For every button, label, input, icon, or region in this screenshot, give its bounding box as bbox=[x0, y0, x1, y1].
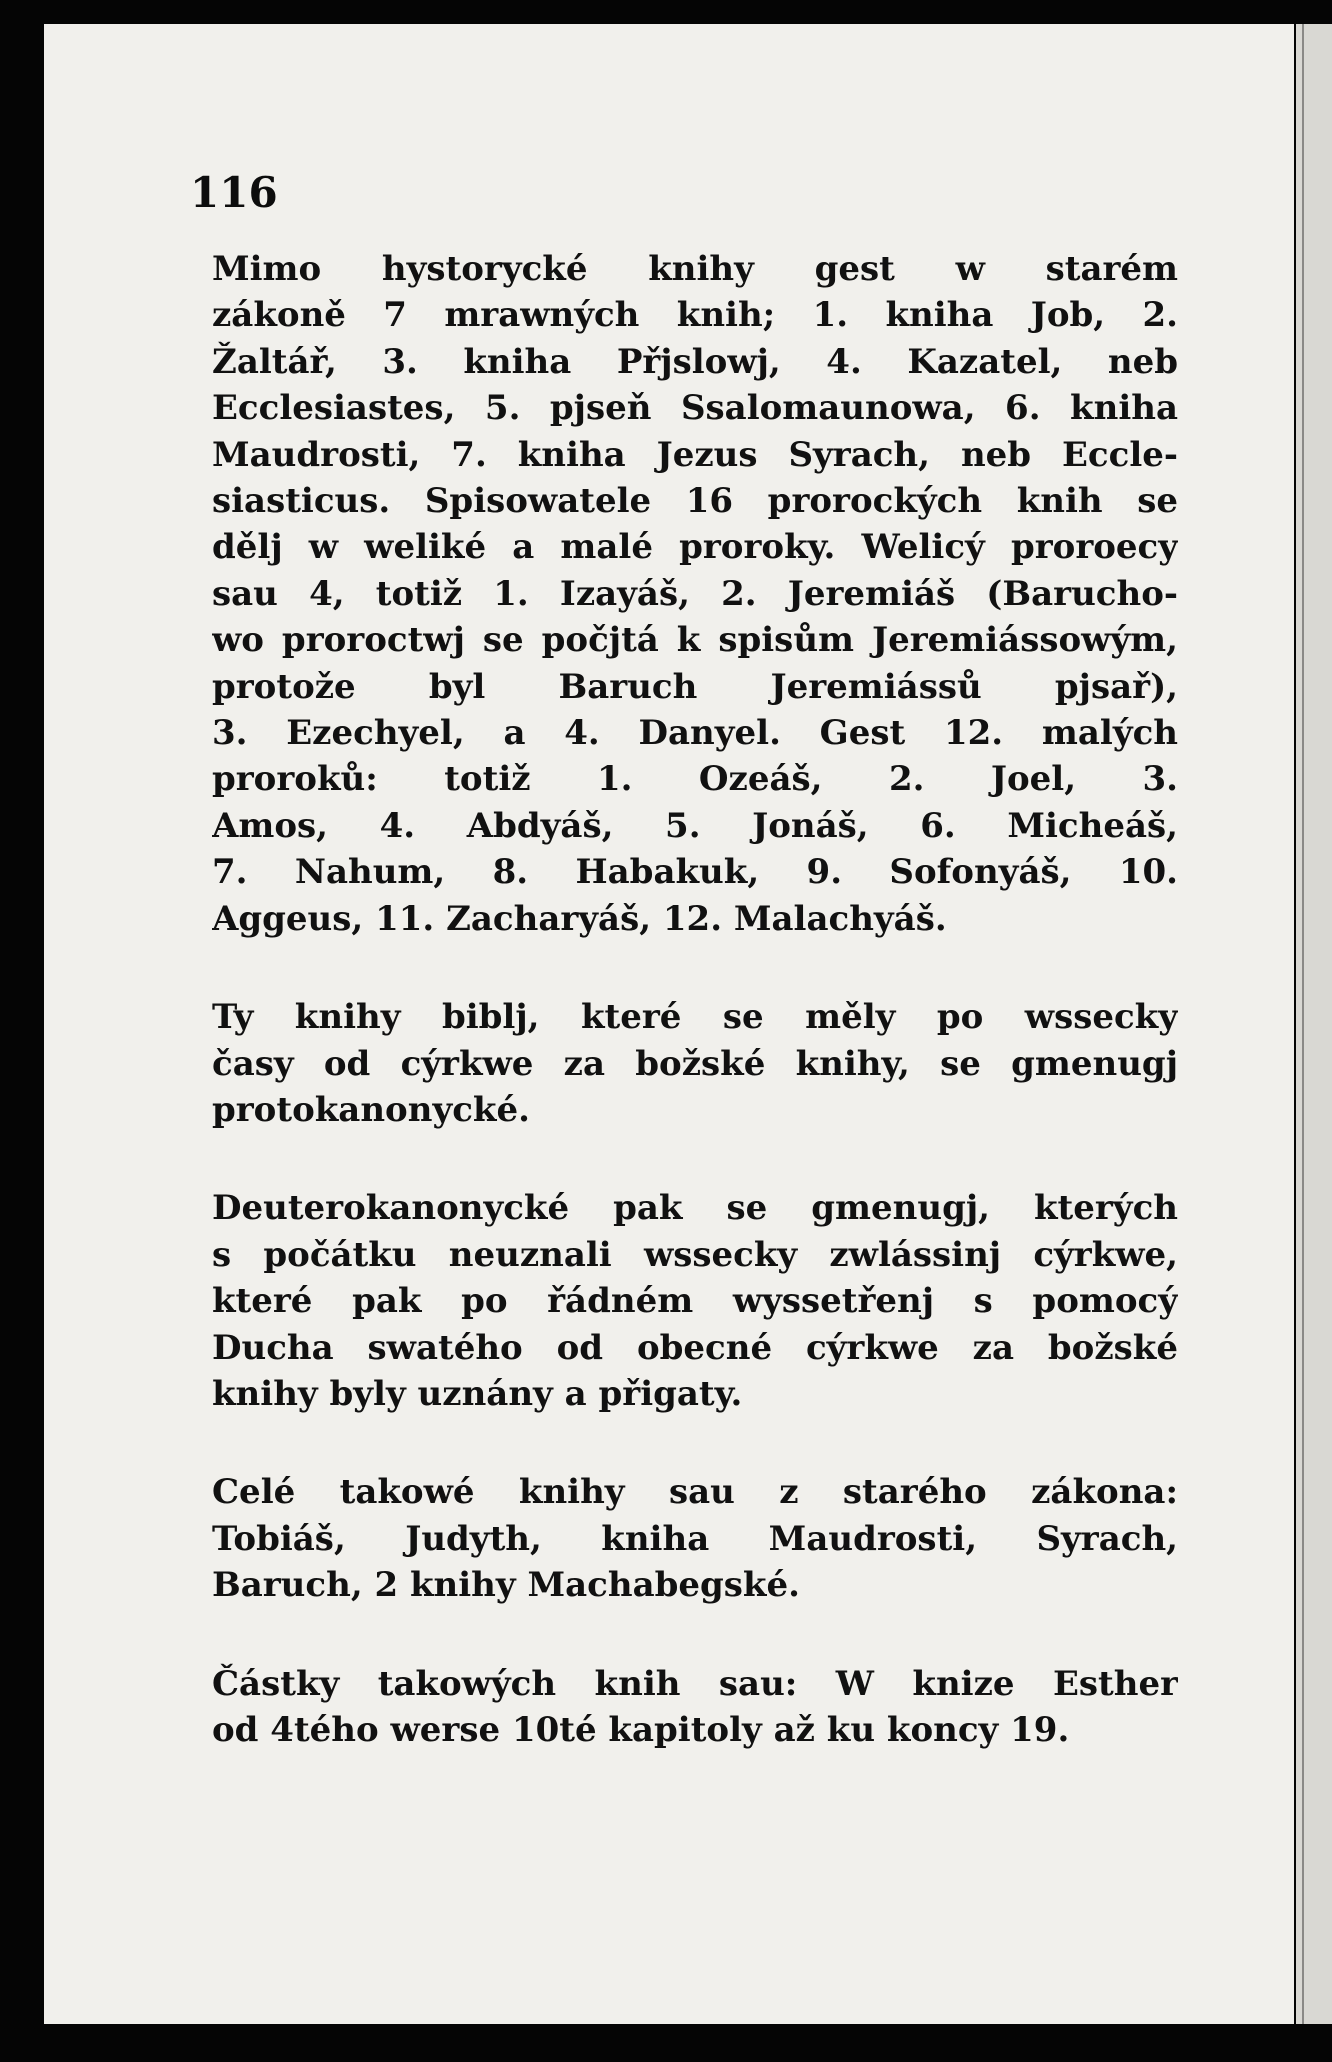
paragraph-5 bbox=[212, 1661, 1178, 1754]
page-edge bbox=[1296, 24, 1332, 2024]
paragraph-4 bbox=[212, 1469, 1178, 1608]
text-line: s počátku neuznali wssecky zwlássinj cýrkwe, bbox=[212, 1234, 1178, 1275]
text-line: sau 4, totiž 1. Izayáš, 2. Jeremiáš (Barucho- bbox=[212, 573, 1178, 614]
paragraph-3 bbox=[212, 1185, 1178, 1417]
text-line: Baruch, 2 knihy Machabegské. bbox=[212, 1565, 800, 1606]
text-line: 3. Ezechyel, a 4. Danyel. Gest 12. malých bbox=[212, 713, 1178, 754]
text-line: dělj w weliké a malé proroky. Welicý proroecy bbox=[212, 527, 1178, 568]
text-line: wo proroctwj se počjtá k spisům Jeremiássowým, protože byl Baruch Jeremiássů pjsař), bbox=[212, 620, 1178, 707]
text-line: Mimo hystorycké knihy gest w starém bbox=[212, 249, 1178, 289]
text-line: Aggeus, 11. Zacharyáš, 12. Malachyáš. bbox=[212, 898, 947, 939]
text-line: Ty knihy biblj, které se měly po wssecky bbox=[212, 997, 1178, 1038]
text-line: Deuterokanonycké pak se gmenugj, kterých bbox=[212, 1188, 1178, 1229]
text-line: Žaltář, 3. kniha Přjslowj, 4. Kazatel, neb bbox=[212, 341, 1178, 382]
text-line: knihy byly uznány a přigaty. bbox=[212, 1373, 743, 1414]
text-line: Ducha swatého od obecné cýrkwe za božské bbox=[212, 1327, 1178, 1368]
text-line: protokanonycké. bbox=[212, 1089, 530, 1130]
text-line: Celé takowé knihy sau z starého zákona: bbox=[212, 1472, 1178, 1513]
paragraph-2 bbox=[212, 994, 1178, 1133]
text-line: Maudrosti, 7. kniha Jezus Syrach, neb Eccle- bbox=[212, 434, 1178, 475]
text-line: Částky takowých knih sau: W knize Esther bbox=[212, 1663, 1178, 1704]
page-number: 116 bbox=[190, 168, 278, 217]
body-text bbox=[212, 246, 1178, 1805]
text-line: Tobiáš, Judyth, kniha Maudrosti, Syrach, bbox=[212, 1518, 1178, 1559]
text-line: siasticus. Spisowatele 16 prorockých knih se bbox=[212, 481, 1178, 522]
text-line: Ecclesiastes, 5. pjseň Ssalomaunowa, 6. kniha bbox=[212, 388, 1178, 429]
text-line: které pak po řádném wyssetřenj s pomocý bbox=[212, 1281, 1178, 1322]
text-line: Amos, 4. Abdyáš, 5. Jonáš, 6. Micheáš, bbox=[212, 805, 1178, 846]
text-line: zákoně 7 mrawných knih; 1. kniha Job, 2. bbox=[212, 295, 1178, 336]
text-line: proroků: totiž 1. Ozeáš, 2. Joel, 3. bbox=[212, 759, 1178, 800]
text-line: 7. Nahum, 8. Habakuk, 9. Sofonyáš, 10. bbox=[212, 852, 1178, 893]
text-line: od 4tého werse 10té kapitoly až ku koncy 19. bbox=[212, 1709, 1070, 1750]
paragraph-1 bbox=[212, 246, 1178, 942]
text-line: časy od cýrkwe za božské knihy, se gmenugj bbox=[212, 1043, 1178, 1084]
